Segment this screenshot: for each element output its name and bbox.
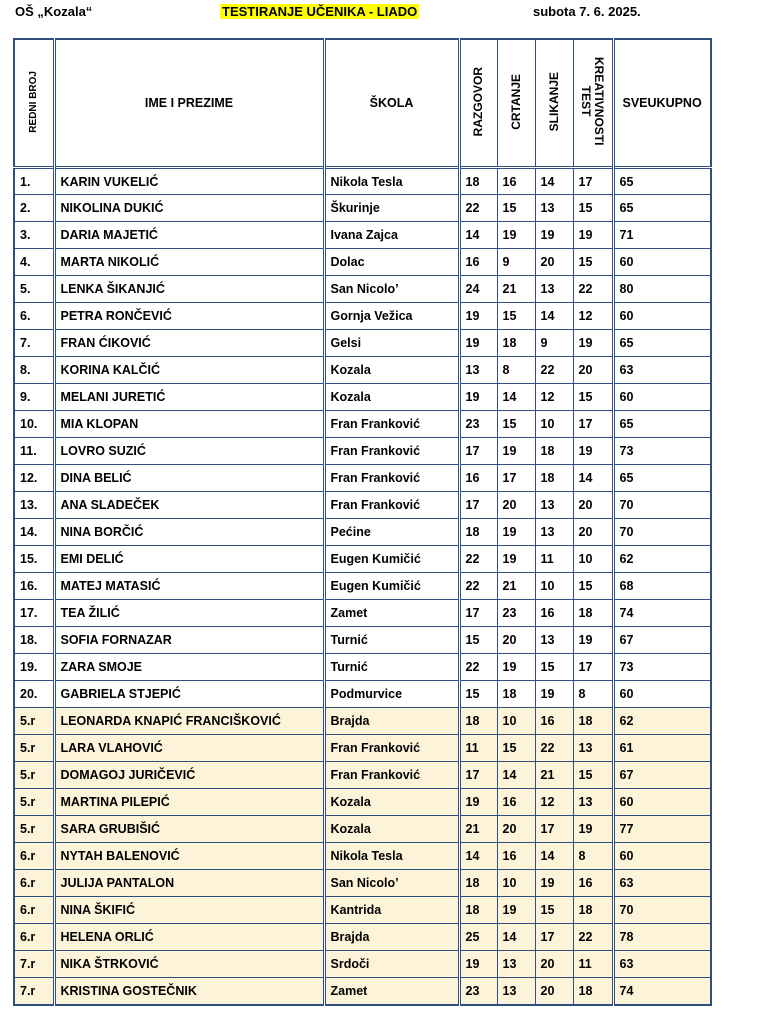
row-index: 16. bbox=[14, 573, 54, 600]
row-test-score: 8 bbox=[573, 681, 613, 708]
row-paint-score: 18 bbox=[535, 465, 573, 492]
row-test-score: 22 bbox=[573, 924, 613, 951]
row-index: 17. bbox=[14, 600, 54, 627]
row-talk-score: 17 bbox=[459, 600, 497, 627]
row-test-score: 19 bbox=[573, 627, 613, 654]
col-header-paint: SLIKANJE bbox=[535, 39, 573, 168]
row-school: Fran Franković bbox=[324, 492, 459, 519]
row-school: Gornja Vežica bbox=[324, 303, 459, 330]
row-draw-score: 20 bbox=[497, 627, 535, 654]
row-draw-score: 14 bbox=[497, 762, 535, 789]
row-total-score: 63 bbox=[613, 870, 711, 897]
table-row bbox=[14, 870, 711, 897]
row-paint-score: 22 bbox=[535, 357, 573, 384]
row-name: JULIJA PANTALON bbox=[54, 870, 324, 897]
row-test-score: 20 bbox=[573, 357, 613, 384]
row-total-score: 60 bbox=[613, 384, 711, 411]
row-name: ZARA SMOJE bbox=[54, 654, 324, 681]
row-index: 1. bbox=[14, 168, 54, 195]
row-school: Fran Franković bbox=[324, 438, 459, 465]
row-school: Zamet bbox=[324, 978, 459, 1005]
row-name: LEONARDA KNAPIĆ FRANCIŠKOVIĆ bbox=[54, 708, 324, 735]
row-draw-score: 16 bbox=[497, 168, 535, 195]
row-name: TEA ŽILIĆ bbox=[54, 600, 324, 627]
row-school: Fran Franković bbox=[324, 465, 459, 492]
col-header-talk: RAZGOVOR bbox=[459, 39, 497, 168]
row-name: NIKA ŠTRKOVIĆ bbox=[54, 951, 324, 978]
row-paint-score: 15 bbox=[535, 654, 573, 681]
row-index: 5.r bbox=[14, 708, 54, 735]
school-name: OŠ „Kozala“ bbox=[15, 4, 93, 19]
row-total-score: 78 bbox=[613, 924, 711, 951]
row-school: Kozala bbox=[324, 384, 459, 411]
row-name: MARTINA PILEPIĆ bbox=[54, 789, 324, 816]
col-header-name: IME I PREZIME bbox=[54, 39, 324, 168]
row-talk-score: 23 bbox=[459, 411, 497, 438]
row-talk-score: 25 bbox=[459, 924, 497, 951]
row-talk-score: 14 bbox=[459, 843, 497, 870]
row-test-score: 19 bbox=[573, 330, 613, 357]
row-school: Podmurvice bbox=[324, 681, 459, 708]
row-index: 5.r bbox=[14, 762, 54, 789]
row-talk-score: 19 bbox=[459, 330, 497, 357]
row-test-score: 16 bbox=[573, 870, 613, 897]
row-paint-score: 19 bbox=[535, 681, 573, 708]
row-total-score: 61 bbox=[613, 735, 711, 762]
row-index: 4. bbox=[14, 249, 54, 276]
row-test-score: 19 bbox=[573, 816, 613, 843]
row-school: Brajda bbox=[324, 924, 459, 951]
row-name: LOVRO SUZIĆ bbox=[54, 438, 324, 465]
table-row bbox=[14, 195, 711, 222]
row-school: Brajda bbox=[324, 708, 459, 735]
row-total-score: 65 bbox=[613, 411, 711, 438]
row-test-score: 11 bbox=[573, 951, 613, 978]
row-total-score: 70 bbox=[613, 519, 711, 546]
row-test-score: 12 bbox=[573, 303, 613, 330]
table-row bbox=[14, 303, 711, 330]
table-row bbox=[14, 816, 711, 843]
row-name: NINA ŠKIFIĆ bbox=[54, 897, 324, 924]
row-talk-score: 15 bbox=[459, 681, 497, 708]
row-talk-score: 19 bbox=[459, 789, 497, 816]
row-draw-score: 16 bbox=[497, 789, 535, 816]
row-school: Kantrida bbox=[324, 897, 459, 924]
row-school: Fran Franković bbox=[324, 411, 459, 438]
row-draw-score: 8 bbox=[497, 357, 535, 384]
table-row bbox=[14, 978, 711, 1005]
row-test-score: 13 bbox=[573, 789, 613, 816]
row-index: 10. bbox=[14, 411, 54, 438]
row-talk-score: 21 bbox=[459, 816, 497, 843]
row-paint-score: 19 bbox=[535, 870, 573, 897]
row-draw-score: 15 bbox=[497, 303, 535, 330]
row-talk-score: 19 bbox=[459, 384, 497, 411]
row-total-score: 74 bbox=[613, 600, 711, 627]
table-row bbox=[14, 897, 711, 924]
row-paint-score: 19 bbox=[535, 222, 573, 249]
row-draw-score: 20 bbox=[497, 816, 535, 843]
row-index: 7.r bbox=[14, 951, 54, 978]
row-draw-score: 19 bbox=[497, 654, 535, 681]
row-test-score: 15 bbox=[573, 249, 613, 276]
row-test-score: 20 bbox=[573, 492, 613, 519]
row-test-score: 15 bbox=[573, 384, 613, 411]
row-name: GABRIELA STJEPIĆ bbox=[54, 681, 324, 708]
document-title: TESTIRANJE UČENIKA - LIADO bbox=[222, 4, 418, 19]
row-paint-score: 20 bbox=[535, 978, 573, 1005]
row-total-score: 73 bbox=[613, 654, 711, 681]
row-index: 7.r bbox=[14, 978, 54, 1005]
row-paint-score: 13 bbox=[535, 276, 573, 303]
row-school: Pećine bbox=[324, 519, 459, 546]
row-draw-score: 15 bbox=[497, 735, 535, 762]
row-name: MELANI JURETIĆ bbox=[54, 384, 324, 411]
row-draw-score: 16 bbox=[497, 843, 535, 870]
row-test-score: 18 bbox=[573, 600, 613, 627]
row-talk-score: 17 bbox=[459, 438, 497, 465]
row-school: San Nicolo’ bbox=[324, 870, 459, 897]
row-paint-score: 14 bbox=[535, 168, 573, 195]
row-name: NYTAH BALENOVIĆ bbox=[54, 843, 324, 870]
row-total-score: 70 bbox=[613, 897, 711, 924]
row-talk-score: 22 bbox=[459, 654, 497, 681]
row-paint-score: 17 bbox=[535, 924, 573, 951]
table-row bbox=[14, 600, 711, 627]
row-name: EMI DELIĆ bbox=[54, 546, 324, 573]
row-draw-score: 17 bbox=[497, 465, 535, 492]
row-test-score: 17 bbox=[573, 168, 613, 195]
row-index: 14. bbox=[14, 519, 54, 546]
row-talk-score: 15 bbox=[459, 627, 497, 654]
table-row bbox=[14, 762, 711, 789]
row-index: 5.r bbox=[14, 789, 54, 816]
table-row bbox=[14, 924, 711, 951]
row-talk-score: 18 bbox=[459, 870, 497, 897]
row-paint-score: 14 bbox=[535, 843, 573, 870]
row-index: 6.r bbox=[14, 843, 54, 870]
row-draw-score: 18 bbox=[497, 330, 535, 357]
row-school: Dolac bbox=[324, 249, 459, 276]
row-draw-score: 19 bbox=[497, 519, 535, 546]
row-index: 7. bbox=[14, 330, 54, 357]
row-test-score: 18 bbox=[573, 708, 613, 735]
col-header-draw: CRTANJE bbox=[497, 39, 535, 168]
row-talk-score: 18 bbox=[459, 708, 497, 735]
row-total-score: 60 bbox=[613, 249, 711, 276]
row-paint-score: 15 bbox=[535, 897, 573, 924]
row-index: 6.r bbox=[14, 870, 54, 897]
row-draw-score: 13 bbox=[497, 951, 535, 978]
row-school: Fran Franković bbox=[324, 762, 459, 789]
row-total-score: 74 bbox=[613, 978, 711, 1005]
row-name: NIKOLINA DUKIĆ bbox=[54, 195, 324, 222]
table-row bbox=[14, 168, 711, 195]
row-school: Nikola Tesla bbox=[324, 843, 459, 870]
row-draw-score: 14 bbox=[497, 384, 535, 411]
row-name: FRAN ĆIKOVIĆ bbox=[54, 330, 324, 357]
row-paint-score: 20 bbox=[535, 951, 573, 978]
row-paint-score: 13 bbox=[535, 627, 573, 654]
row-school: Ivana Zajca bbox=[324, 222, 459, 249]
row-draw-score: 10 bbox=[497, 708, 535, 735]
table-row bbox=[14, 357, 711, 384]
row-test-score: 19 bbox=[573, 222, 613, 249]
table-row bbox=[14, 708, 711, 735]
row-paint-score: 21 bbox=[535, 762, 573, 789]
row-index: 6.r bbox=[14, 897, 54, 924]
row-talk-score: 18 bbox=[459, 519, 497, 546]
row-total-score: 65 bbox=[613, 195, 711, 222]
table-row bbox=[14, 519, 711, 546]
row-name: SARA GRUBIŠIĆ bbox=[54, 816, 324, 843]
row-total-score: 60 bbox=[613, 789, 711, 816]
row-paint-score: 13 bbox=[535, 195, 573, 222]
row-total-score: 65 bbox=[613, 465, 711, 492]
row-total-score: 68 bbox=[613, 573, 711, 600]
row-total-score: 73 bbox=[613, 438, 711, 465]
row-draw-score: 19 bbox=[497, 897, 535, 924]
row-name: LARA VLAHOVIĆ bbox=[54, 735, 324, 762]
row-index: 11. bbox=[14, 438, 54, 465]
row-name: KORINA KALČIĆ bbox=[54, 357, 324, 384]
row-school: Kozala bbox=[324, 789, 459, 816]
row-name: HELENA ORLIĆ bbox=[54, 924, 324, 951]
row-total-score: 65 bbox=[613, 168, 711, 195]
row-index: 6.r bbox=[14, 924, 54, 951]
row-name: DARIA MAJETIĆ bbox=[54, 222, 324, 249]
row-paint-score: 16 bbox=[535, 600, 573, 627]
row-name: MARTA NIKOLIĆ bbox=[54, 249, 324, 276]
row-test-score: 14 bbox=[573, 465, 613, 492]
row-name: KRISTINA GOSTEČNIK bbox=[54, 978, 324, 1005]
table-row bbox=[14, 411, 711, 438]
row-index: 5. bbox=[14, 276, 54, 303]
row-total-score: 63 bbox=[613, 951, 711, 978]
row-name: MIA KLOPAN bbox=[54, 411, 324, 438]
row-paint-score: 10 bbox=[535, 411, 573, 438]
row-index: 3. bbox=[14, 222, 54, 249]
row-total-score: 60 bbox=[613, 843, 711, 870]
row-school: Fran Franković bbox=[324, 735, 459, 762]
row-test-score: 18 bbox=[573, 978, 613, 1005]
row-total-score: 60 bbox=[613, 303, 711, 330]
row-paint-score: 16 bbox=[535, 708, 573, 735]
row-test-score: 15 bbox=[573, 573, 613, 600]
row-test-score: 13 bbox=[573, 735, 613, 762]
row-index: 5.r bbox=[14, 816, 54, 843]
row-name: ANA SLADEČEK bbox=[54, 492, 324, 519]
row-draw-score: 18 bbox=[497, 681, 535, 708]
row-school: Škurinje bbox=[324, 195, 459, 222]
table-row bbox=[14, 951, 711, 978]
row-name: SOFIA FORNAZAR bbox=[54, 627, 324, 654]
results-table bbox=[13, 38, 712, 1006]
row-name: LENKA ŠIKANJIĆ bbox=[54, 276, 324, 303]
table-row bbox=[14, 627, 711, 654]
row-total-score: 63 bbox=[613, 357, 711, 384]
row-paint-score: 14 bbox=[535, 303, 573, 330]
row-talk-score: 14 bbox=[459, 222, 497, 249]
row-talk-score: 22 bbox=[459, 195, 497, 222]
row-talk-score: 18 bbox=[459, 168, 497, 195]
row-test-score: 10 bbox=[573, 546, 613, 573]
row-school: Eugen Kumičić bbox=[324, 573, 459, 600]
row-draw-score: 21 bbox=[497, 276, 535, 303]
row-talk-score: 23 bbox=[459, 978, 497, 1005]
row-paint-score: 13 bbox=[535, 519, 573, 546]
row-test-score: 8 bbox=[573, 843, 613, 870]
row-paint-score: 12 bbox=[535, 384, 573, 411]
table-row bbox=[14, 546, 711, 573]
table-row bbox=[14, 681, 711, 708]
row-total-score: 62 bbox=[613, 546, 711, 573]
row-talk-score: 24 bbox=[459, 276, 497, 303]
row-talk-score: 19 bbox=[459, 303, 497, 330]
row-paint-score: 9 bbox=[535, 330, 573, 357]
row-index: 20. bbox=[14, 681, 54, 708]
table-row bbox=[14, 438, 711, 465]
table-row bbox=[14, 384, 711, 411]
row-total-score: 70 bbox=[613, 492, 711, 519]
row-test-score: 19 bbox=[573, 438, 613, 465]
row-index: 2. bbox=[14, 195, 54, 222]
row-total-score: 77 bbox=[613, 816, 711, 843]
row-paint-score: 18 bbox=[535, 438, 573, 465]
row-school: Zamet bbox=[324, 600, 459, 627]
row-name: DOMAGOJ JURIČEVIĆ bbox=[54, 762, 324, 789]
row-index: 5.r bbox=[14, 735, 54, 762]
row-index: 13. bbox=[14, 492, 54, 519]
row-index: 18. bbox=[14, 627, 54, 654]
row-test-score: 18 bbox=[573, 897, 613, 924]
row-talk-score: 17 bbox=[459, 492, 497, 519]
row-school: Nikola Tesla bbox=[324, 168, 459, 195]
row-index: 9. bbox=[14, 384, 54, 411]
row-test-score: 15 bbox=[573, 762, 613, 789]
row-draw-score: 13 bbox=[497, 978, 535, 1005]
table-row bbox=[14, 330, 711, 357]
row-talk-score: 16 bbox=[459, 465, 497, 492]
row-index: 15. bbox=[14, 546, 54, 573]
row-draw-score: 19 bbox=[497, 222, 535, 249]
row-talk-score: 18 bbox=[459, 897, 497, 924]
row-paint-score: 17 bbox=[535, 816, 573, 843]
row-paint-score: 10 bbox=[535, 573, 573, 600]
row-paint-score: 13 bbox=[535, 492, 573, 519]
row-total-score: 80 bbox=[613, 276, 711, 303]
row-talk-score: 22 bbox=[459, 546, 497, 573]
table-row bbox=[14, 654, 711, 681]
row-draw-score: 15 bbox=[497, 195, 535, 222]
row-paint-score: 22 bbox=[535, 735, 573, 762]
row-draw-score: 21 bbox=[497, 573, 535, 600]
row-paint-score: 20 bbox=[535, 249, 573, 276]
row-talk-score: 17 bbox=[459, 762, 497, 789]
row-school: Turnić bbox=[324, 654, 459, 681]
row-school: Eugen Kumičić bbox=[324, 546, 459, 573]
row-total-score: 62 bbox=[613, 708, 711, 735]
row-test-score: 17 bbox=[573, 654, 613, 681]
row-school: San Nicolo’ bbox=[324, 276, 459, 303]
row-test-score: 20 bbox=[573, 519, 613, 546]
table-row bbox=[14, 573, 711, 600]
col-header-test: TEST KREATIVNOSTI bbox=[573, 39, 613, 168]
row-total-score: 65 bbox=[613, 330, 711, 357]
table-body bbox=[14, 168, 711, 1005]
col-header-index: REDNI BROJ bbox=[14, 39, 54, 168]
table-row bbox=[14, 222, 711, 249]
row-draw-score: 20 bbox=[497, 492, 535, 519]
row-school: Turnić bbox=[324, 627, 459, 654]
row-school: Srdoči bbox=[324, 951, 459, 978]
row-draw-score: 10 bbox=[497, 870, 535, 897]
row-name: DINA BELIĆ bbox=[54, 465, 324, 492]
row-test-score: 15 bbox=[573, 195, 613, 222]
row-talk-score: 19 bbox=[459, 951, 497, 978]
row-draw-score: 15 bbox=[497, 411, 535, 438]
row-total-score: 60 bbox=[613, 681, 711, 708]
row-talk-score: 11 bbox=[459, 735, 497, 762]
row-school: Kozala bbox=[324, 357, 459, 384]
row-draw-score: 19 bbox=[497, 438, 535, 465]
table-row bbox=[14, 249, 711, 276]
row-index: 6. bbox=[14, 303, 54, 330]
row-talk-score: 22 bbox=[459, 573, 497, 600]
table-row bbox=[14, 276, 711, 303]
row-index: 8. bbox=[14, 357, 54, 384]
row-test-score: 17 bbox=[573, 411, 613, 438]
document-date: subota 7. 6. 2025. bbox=[533, 4, 641, 19]
row-paint-score: 11 bbox=[535, 546, 573, 573]
row-index: 19. bbox=[14, 654, 54, 681]
row-name: MATEJ MATASIĆ bbox=[54, 573, 324, 600]
row-draw-score: 14 bbox=[497, 924, 535, 951]
table-row bbox=[14, 465, 711, 492]
row-school: Kozala bbox=[324, 816, 459, 843]
row-draw-score: 9 bbox=[497, 249, 535, 276]
row-name: NINA BORČIĆ bbox=[54, 519, 324, 546]
row-total-score: 67 bbox=[613, 762, 711, 789]
row-draw-score: 23 bbox=[497, 600, 535, 627]
table-header-row bbox=[14, 39, 711, 168]
table-row bbox=[14, 492, 711, 519]
row-name: KARIN VUKELIĆ bbox=[54, 168, 324, 195]
table-row bbox=[14, 735, 711, 762]
row-talk-score: 13 bbox=[459, 357, 497, 384]
row-total-score: 67 bbox=[613, 627, 711, 654]
row-test-score: 22 bbox=[573, 276, 613, 303]
table-row bbox=[14, 843, 711, 870]
col-header-total: SVEUKUPNO bbox=[613, 39, 711, 168]
row-total-score: 71 bbox=[613, 222, 711, 249]
col-header-school: ŠKOLA bbox=[324, 39, 459, 168]
row-paint-score: 12 bbox=[535, 789, 573, 816]
row-index: 12. bbox=[14, 465, 54, 492]
row-name: PETRA RONČEVIĆ bbox=[54, 303, 324, 330]
row-draw-score: 19 bbox=[497, 546, 535, 573]
table-row bbox=[14, 789, 711, 816]
row-talk-score: 16 bbox=[459, 249, 497, 276]
row-school: Gelsi bbox=[324, 330, 459, 357]
